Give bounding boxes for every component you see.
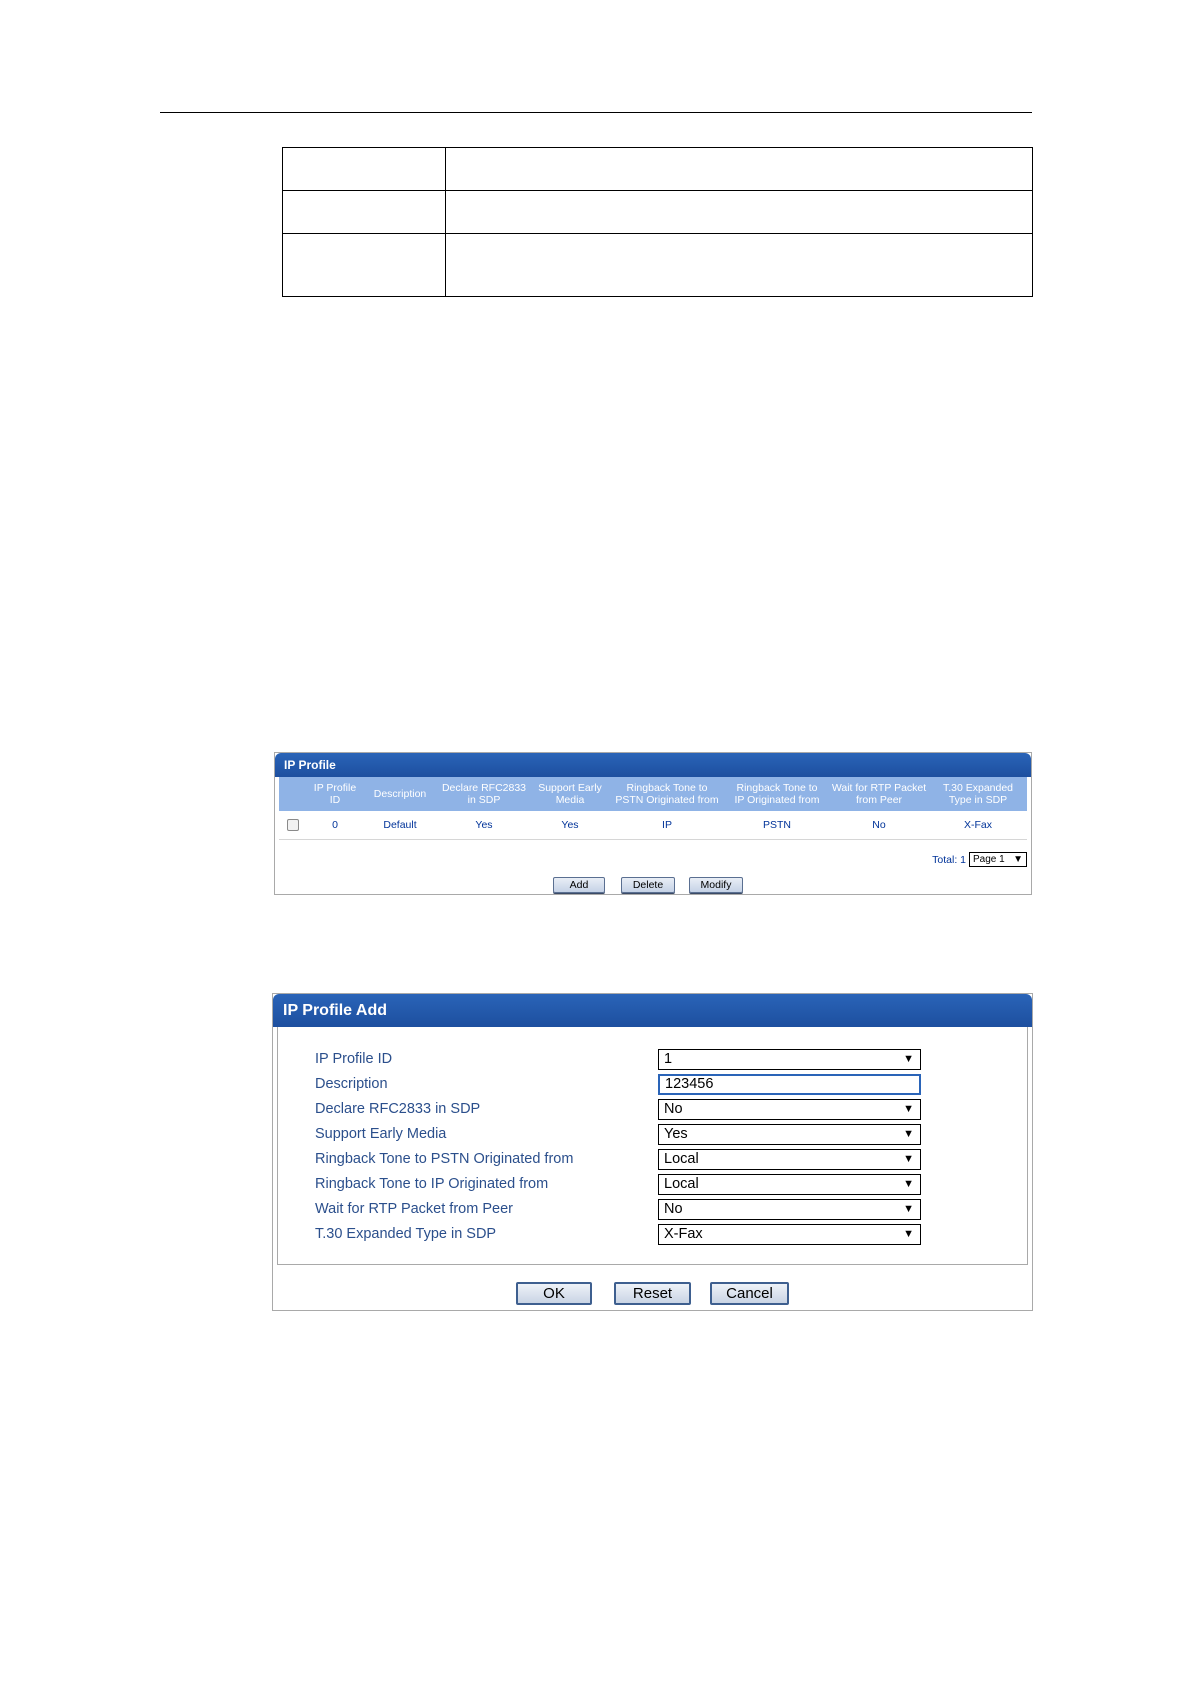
cell-description: Default bbox=[363, 811, 437, 840]
column-header-early-media: Support Early Media bbox=[531, 777, 609, 811]
cell-early-media: Yes bbox=[531, 811, 609, 840]
rbt-ip-label: Ringback Tone to IP Originated from bbox=[315, 1176, 549, 1192]
row-checkbox[interactable] bbox=[287, 819, 299, 831]
form-row-rbt-ip bbox=[315, 1174, 955, 1195]
rfc2833-label: Declare RFC2833 in SDP bbox=[315, 1101, 481, 1117]
rbt-ip-select[interactable]: Local ▼ bbox=[658, 1174, 921, 1195]
column-header-select bbox=[279, 777, 307, 811]
triangle-down-icon: ▼ bbox=[903, 1153, 914, 1165]
reset-button[interactable]: Reset bbox=[614, 1282, 691, 1305]
table-row bbox=[279, 811, 1027, 840]
column-header-rbt-ip: Ringback Tone to IP Originated from bbox=[725, 777, 829, 811]
ok-button[interactable]: OK bbox=[516, 1282, 592, 1305]
description-input[interactable]: 123456 bbox=[658, 1074, 921, 1095]
cell-rbt-ip: PSTN bbox=[725, 811, 829, 840]
profile-id-label: IP Profile ID bbox=[315, 1051, 393, 1067]
delete-button[interactable]: Delete bbox=[621, 877, 675, 893]
page-header-rule bbox=[160, 112, 1032, 113]
table-header-row bbox=[279, 777, 1027, 811]
triangle-down-icon: ▼ bbox=[903, 1128, 914, 1140]
column-header-t30: T.30 Expanded Type in SDP bbox=[929, 777, 1027, 811]
t30-select[interactable]: X-Fax ▼ bbox=[658, 1224, 921, 1245]
ip-profile-table bbox=[279, 777, 1027, 840]
triangle-down-icon: ▼ bbox=[903, 1228, 914, 1240]
rbt-pstn-select[interactable]: Local ▼ bbox=[658, 1149, 921, 1170]
triangle-down-icon: ▼ bbox=[903, 1178, 914, 1190]
early-media-select[interactable]: Yes ▼ bbox=[658, 1124, 921, 1145]
wait-rtp-select[interactable]: No ▼ bbox=[658, 1199, 921, 1220]
ip-profile-panel bbox=[274, 752, 1032, 895]
triangle-down-icon: ▼ bbox=[903, 1053, 914, 1065]
form-row-wait-rtp bbox=[315, 1199, 955, 1220]
add-button[interactable]: Add bbox=[553, 877, 605, 893]
triangle-down-icon: ▼ bbox=[903, 1103, 914, 1115]
page-select[interactable] bbox=[969, 852, 1027, 867]
form-row-profile-id bbox=[315, 1049, 955, 1070]
parameter-table bbox=[282, 147, 1033, 297]
rfc2833-select[interactable]: No ▼ bbox=[658, 1099, 921, 1120]
wait-rtp-label: Wait for RTP Packet from Peer bbox=[315, 1201, 513, 1217]
triangle-down-icon: ▼ bbox=[903, 1203, 914, 1215]
ip-profile-title: IP Profile bbox=[275, 753, 1031, 777]
column-header-rfc2833: Declare RFC2833 in SDP bbox=[437, 777, 531, 811]
page-select-value: Page 1 bbox=[973, 854, 1005, 865]
t30-label: T.30 Expanded Type in SDP bbox=[315, 1226, 497, 1242]
table-row bbox=[283, 191, 1033, 234]
form-row-rfc2833 bbox=[315, 1099, 955, 1120]
cancel-button[interactable]: Cancel bbox=[710, 1282, 789, 1305]
form-area bbox=[277, 1027, 1028, 1265]
cell-wait-rtp: No bbox=[829, 811, 929, 840]
early-media-label: Support Early Media bbox=[315, 1126, 447, 1142]
cell-id: 0 bbox=[307, 811, 363, 840]
pagination bbox=[932, 852, 1027, 867]
total-count: Total: 1 bbox=[932, 853, 966, 866]
ip-profile-add-title: IP Profile Add bbox=[273, 994, 1032, 1027]
form-row-rbt-pstn bbox=[315, 1149, 955, 1170]
triangle-down-icon: ▼ bbox=[1013, 854, 1023, 865]
ip-profile-add-panel bbox=[272, 993, 1033, 1311]
description-label: Description bbox=[315, 1076, 388, 1092]
column-header-rbt-pstn: Ringback Tone to PSTN Originated from bbox=[609, 777, 725, 811]
form-row-early-media bbox=[315, 1124, 955, 1145]
modify-button[interactable]: Modify bbox=[689, 877, 743, 893]
cell-rbt-pstn: IP bbox=[609, 811, 725, 840]
cell-t30: X-Fax bbox=[929, 811, 1027, 840]
form-row-t30 bbox=[315, 1224, 955, 1245]
table-row bbox=[283, 234, 1033, 297]
profile-id-select[interactable]: 1 ▼ bbox=[658, 1049, 921, 1070]
column-header-description: Description bbox=[363, 777, 437, 811]
column-header-wait-rtp: Wait for RTP Packet from Peer bbox=[829, 777, 929, 811]
rbt-pstn-label: Ringback Tone to PSTN Originated from bbox=[315, 1151, 574, 1167]
cell-rfc2833: Yes bbox=[437, 811, 531, 840]
column-header-id: IP Profile ID bbox=[307, 777, 363, 811]
table-row bbox=[283, 148, 1033, 191]
form-row-description bbox=[315, 1074, 955, 1095]
